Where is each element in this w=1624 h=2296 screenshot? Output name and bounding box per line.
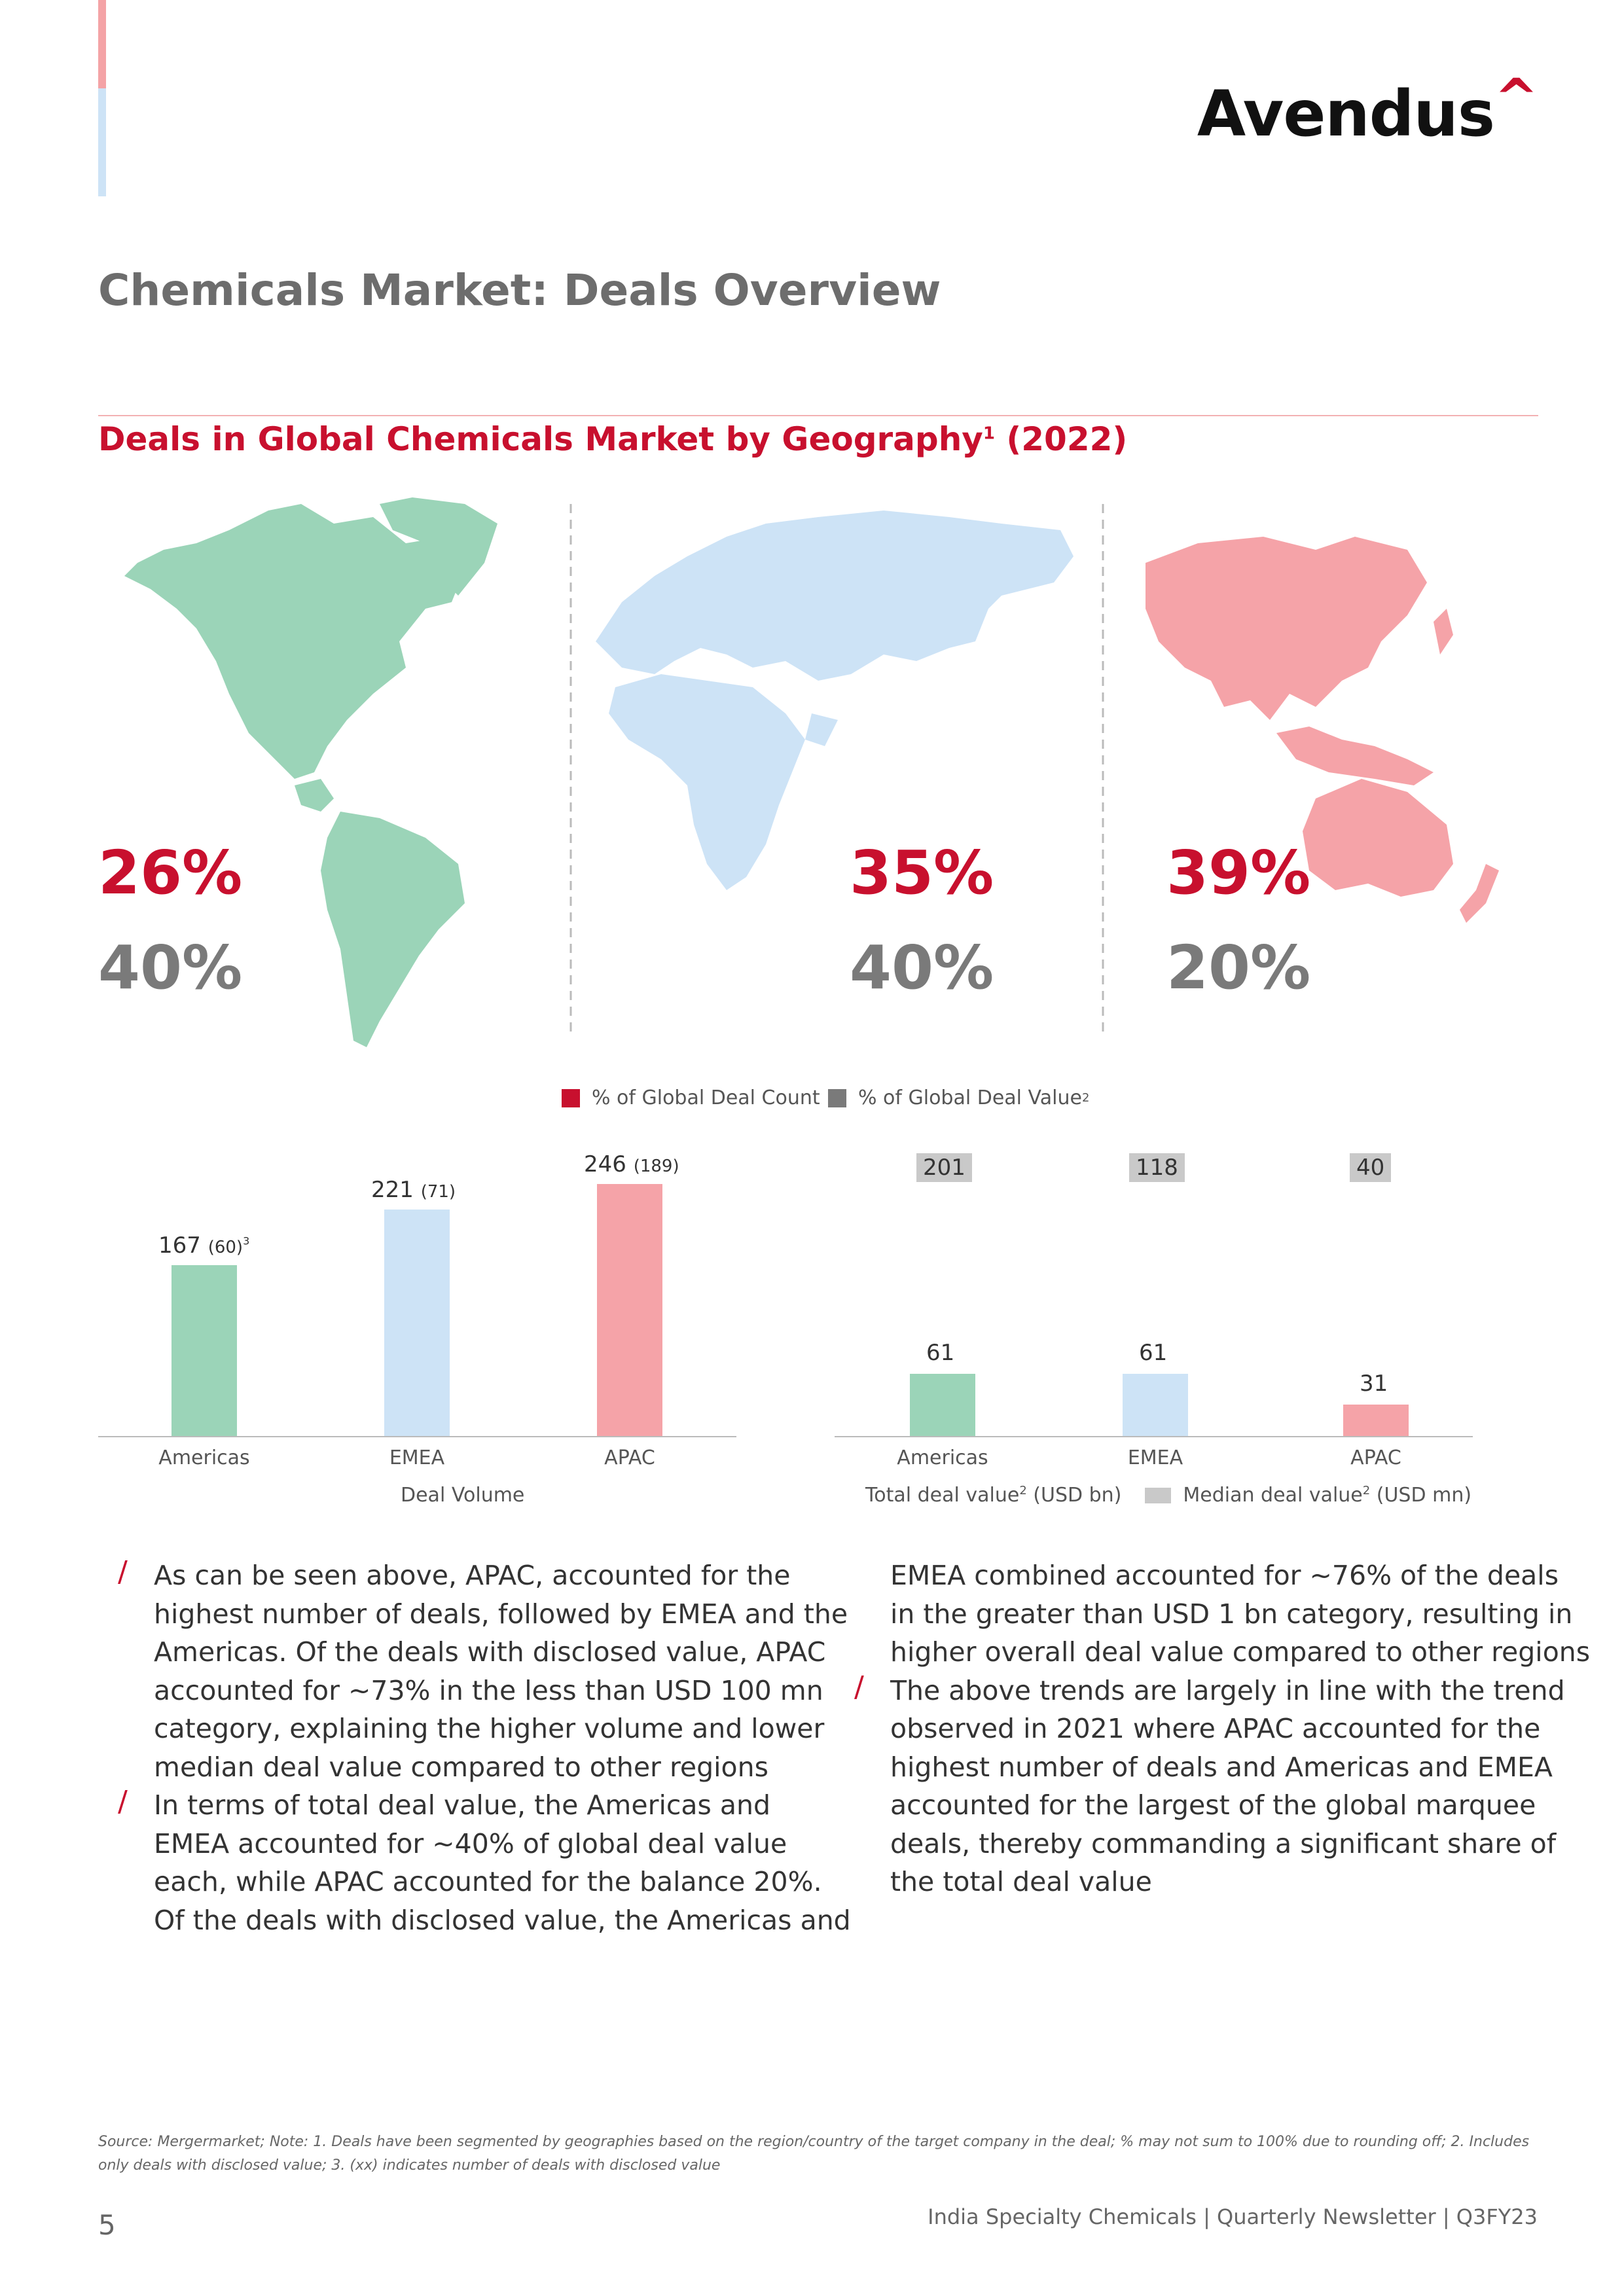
deal-volume-category-apac: APAC	[604, 1446, 655, 1469]
chart1-axis	[98, 1436, 736, 1437]
body-line: higher overall deal value compared to other regions	[890, 1636, 1591, 1668]
legend-value-sup: 2	[1081, 1091, 1090, 1105]
body-line: highest number of deals, followed by EMEA and the	[154, 1598, 848, 1630]
total-value-name: Total deal value	[865, 1484, 1020, 1507]
body-line: accounted for ~73% in the less than USD 100 mn	[154, 1674, 823, 1706]
footnote-line-2: only deals with disclosed value; 3. (xx) indicates number of deals with disclosed value	[98, 2157, 721, 2174]
avendus-logo	[1197, 67, 1538, 151]
world-maps	[98, 497, 1538, 1047]
chart2-legend	[865, 1484, 1471, 1507]
accent-bar-top	[98, 0, 106, 88]
deal-volume-value: 221	[371, 1177, 421, 1204]
legend-count-swatch	[562, 1089, 580, 1107]
section-title	[98, 420, 1127, 458]
apac-deal-value-pct: 20%	[1166, 933, 1311, 1003]
total-value-label-americas: 61	[926, 1340, 955, 1366]
body-line: observed in 2021 where APAC accounted for the	[890, 1713, 1541, 1744]
chart2-axis	[835, 1436, 1473, 1437]
deal-volume-category-emea: EMEA	[389, 1446, 445, 1469]
body-line: The above trends are largely in line with the trend	[890, 1674, 1565, 1706]
section-title-sup: 1	[983, 423, 995, 444]
logo-caret: ^	[1494, 67, 1538, 128]
americas-deal-count-pct: 26%	[98, 838, 243, 908]
legend-count-label: % of Global Deal Count	[592, 1086, 820, 1109]
body-line: Americas. Of the deals with disclosed value, APAC	[154, 1636, 826, 1668]
americas-deal-value-pct: 40%	[98, 933, 243, 1003]
total-value-bar-americas	[910, 1374, 975, 1436]
total-value-unit: (USD bn)	[1026, 1484, 1122, 1507]
footnote	[98, 2130, 1538, 2178]
median-value-label-apac: 40	[1350, 1153, 1391, 1182]
logo-text: Avendus	[1197, 77, 1494, 151]
disclosed-count: (189)	[633, 1157, 679, 1176]
footnote-line-1: Source: Mergermarket; Note: 1. Deals have been segmented by geographies based on the region/country of the target company in the deal; % may not sum to 100% due to rounding off; 2. Includes	[98, 2134, 1530, 2150]
body-line: the total deal value	[890, 1866, 1152, 1897]
apac-deal-count-pct: 39%	[1166, 838, 1311, 908]
disclosed-count: (60)	[208, 1237, 244, 1257]
deal-value-category-emea: EMEA	[1127, 1446, 1183, 1469]
emea-deal-count-pct: 35%	[850, 838, 994, 908]
emea-deal-value-pct: 40%	[850, 933, 994, 1003]
body-line: median deal value compared to other regions	[154, 1751, 768, 1783]
total-value-label-apac: 31	[1360, 1370, 1388, 1397]
total-value-sup: 2	[1019, 1484, 1027, 1498]
body-line: EMEA combined accounted for ~76% of the deals	[890, 1560, 1559, 1591]
total-value-bar-emea	[1123, 1374, 1188, 1436]
body-line: highest number of deals and Americas and EMEA	[890, 1751, 1553, 1783]
median-value-unit: (USD mn)	[1370, 1484, 1472, 1507]
body-line: each, while APAC accounted for the balance 20%.	[154, 1866, 822, 1897]
median-value-caption	[1183, 1484, 1471, 1507]
page-number: 5	[98, 2209, 116, 2241]
median-value-swatch	[1145, 1488, 1171, 1503]
deal-volume-label-apac	[584, 1151, 679, 1177]
body-line: in the greater than USD 1 bn category, resulting in	[890, 1598, 1573, 1630]
bullet-marker: /	[118, 1785, 128, 1818]
disclosed-count: (71)	[420, 1182, 456, 1202]
total-value-bar-apac	[1343, 1405, 1409, 1436]
total-value-label-emea: 61	[1139, 1340, 1168, 1366]
deal-volume-category-americas: Americas	[158, 1446, 250, 1469]
deal-value-category-americas: Americas	[897, 1446, 988, 1469]
median-value-name: Median deal value	[1183, 1484, 1363, 1507]
deal-volume-label-emea	[371, 1177, 456, 1203]
total-value-caption	[865, 1484, 1121, 1507]
legend-deal-value	[828, 1086, 1089, 1109]
body-line: deals, thereby commanding a significant share of	[890, 1827, 1557, 1859]
publication-name: India Specialty Chemicals | Quarterly Newsletter | Q3FY23	[928, 2204, 1538, 2229]
deal-volume-bar-apac	[597, 1184, 662, 1436]
median-value-label-emea: 118	[1129, 1153, 1185, 1182]
body-line: As can be seen above, APAC, accounted for the	[154, 1560, 791, 1591]
legend-value-swatch	[828, 1089, 846, 1107]
body-line: EMEA accounted for ~40% of global deal value	[154, 1827, 787, 1859]
median-value-label-americas: 201	[916, 1153, 972, 1182]
deal-volume-bar-emea	[384, 1210, 450, 1436]
bullet-marker: /	[118, 1555, 128, 1588]
disclosed-count-sup: 3	[243, 1234, 250, 1247]
section-divider	[98, 415, 1538, 416]
page-title: Chemicals Market: Deals Overview	[98, 265, 941, 315]
deal-volume-value: 167	[158, 1232, 208, 1259]
legend-deal-count	[562, 1086, 820, 1109]
body-line: Of the deals with disclosed value, the Americas and	[154, 1904, 851, 1936]
deal-volume-value: 246	[584, 1151, 634, 1177]
emea-map	[596, 511, 1074, 890]
body-line: In terms of total deal value, the Americas and	[154, 1789, 771, 1821]
accent-bar-bottom	[98, 88, 106, 196]
section-title-year: (2022)	[994, 420, 1128, 458]
bullet-marker: /	[854, 1670, 864, 1704]
deal-volume-label-americas	[158, 1232, 249, 1259]
body-line: category, explaining the higher volume and lower	[154, 1713, 825, 1744]
section-title-text: Deals in Global Chemicals Market by Geography	[98, 420, 983, 458]
body-line: accounted for the largest of the global marquee	[890, 1789, 1536, 1821]
median-value-sup: 2	[1362, 1484, 1371, 1498]
deal-volume-bar-americas	[171, 1265, 237, 1436]
legend-value-label: % of Global Deal Value	[858, 1086, 1082, 1109]
deal-value-category-apac: APAC	[1350, 1446, 1401, 1469]
chart1-xlabel: Deal Volume	[401, 1484, 525, 1507]
